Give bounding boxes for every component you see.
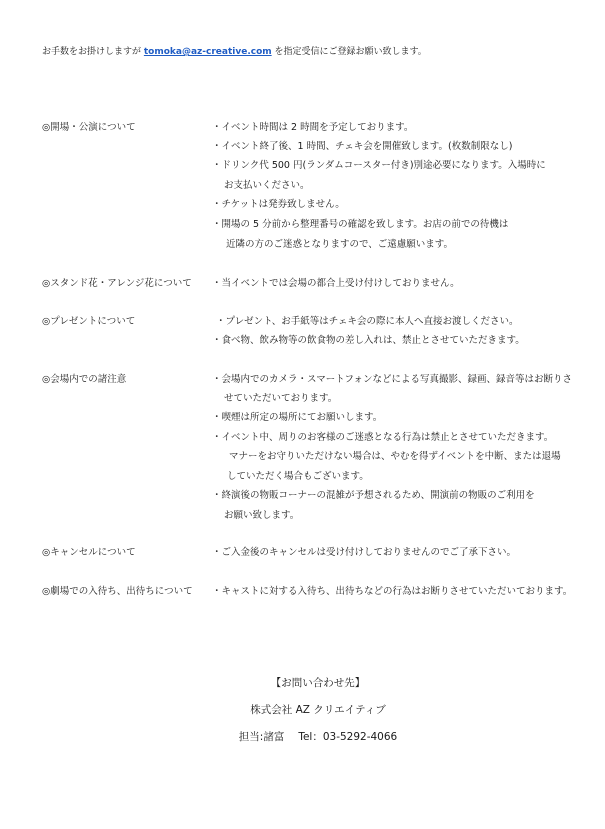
section-item-continuation: お支払いください。 (224, 180, 310, 191)
contact-person: 担当:諸富 (238, 731, 285, 743)
section-item-line: ・イベント時間は 2 時間を予定しております。 (212, 122, 414, 133)
section-item-line: ・チケットは発券致しません。 (212, 199, 345, 210)
section-heading-waiting: ◎劇場での入待ち、出待ちについて (42, 586, 193, 597)
section-item-continuation: していただく場合もございます。 (227, 471, 369, 482)
notice-line (42, 46, 427, 58)
section-heading-opening: ◎開場・公演について (42, 122, 136, 133)
section-item-line: ・イベント中、周りのお客様のご迷惑となる行為は禁止とさせていただきます。 (212, 432, 554, 443)
email-link[interactable]: tomoka@az-creative.com (143, 47, 272, 57)
notice-suffix: を指定受信にご登録お願い致します。 (271, 47, 427, 57)
section-heading-cancel: ◎キャンセルについて (42, 547, 136, 558)
section-item-line: ・終演後の物販コーナーの混雑が予想されるため、開演前の物販のご利用を (212, 490, 535, 501)
section-item-continuation: せていただいております。 (224, 393, 338, 404)
section-item-line: ・開場の 5 分前から整理番号の確認を致します。お店の前での待機は (212, 219, 509, 230)
contact-company: 株式会社 AZ クリエイティブ (250, 704, 386, 716)
section-item-line: ・食べ物、飲み物等の飲食物の差し入れは、禁止とさせていただきます。 (212, 335, 525, 346)
section-item-continuation: 近隣の方のご迷惑となりますので、ご遠慮願います。 (226, 239, 454, 250)
section-item-line: ・ドリンク代 500 円(ランダムコースター付き)別途必要になります。入場時に (212, 160, 546, 171)
section-item-continuation: お願い致します。 (224, 510, 300, 521)
section-item-line: ・喫煙は所定の場所にてお願いします。 (212, 412, 383, 423)
section-heading-flowers: ◎スタンド花・アレンジ花について (42, 278, 192, 289)
notice-prefix: お手数をお掛けしますが (42, 47, 144, 57)
section-item-line: ・イベント終了後、1 時間、チェキ会を開催致します。(枚数制限なし) (212, 141, 513, 152)
section-item-line: ・キャストに対する入待ち、出待ちなどの行為はお断りさせていただいております。 (212, 586, 573, 597)
section-item-line: ・会場内でのカメラ・スマートフォンなどによる写真撮影、録画、録音等はお断りさ (212, 374, 573, 385)
section-item-line: ・ご入金後のキャンセルは受け付けしておりませんのでご了承下さい。 (212, 547, 517, 558)
section-item-line: ・プレゼント、お手紙等はチェキ会の際に本人へ直接お渡しください。 (216, 316, 519, 327)
section-item-line: ・当イベントでは会場の都合上受け付けしておりません。 (212, 278, 460, 289)
section-item-continuation: マナーをお守りいただけない場合は、やむを得ずイベントを中断、または退場 (229, 451, 561, 462)
contact-line (118, 730, 518, 744)
section-heading-venue-rules: ◎会場内での諸注意 (42, 374, 127, 385)
contact-tel: Tel：03-5292-4066 (298, 731, 398, 743)
contact-heading: 【お問い合わせ先】 (270, 677, 366, 689)
section-heading-presents: ◎プレゼントについて (42, 316, 136, 327)
